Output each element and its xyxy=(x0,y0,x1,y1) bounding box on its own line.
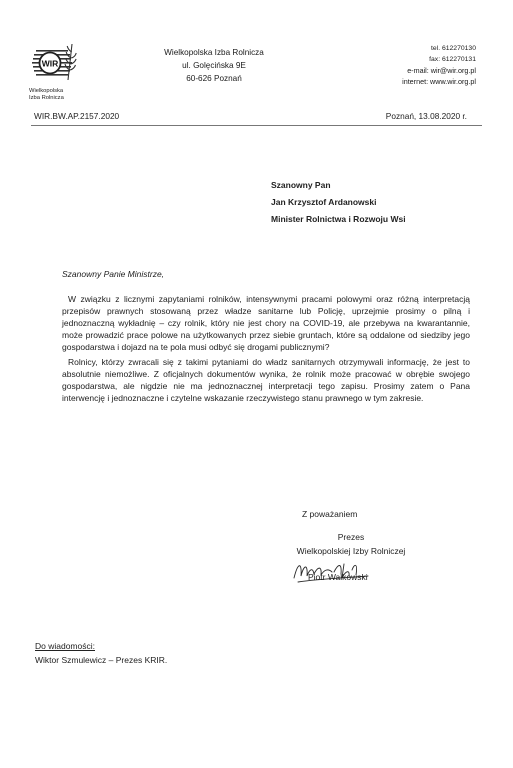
signatory-role: Prezes xyxy=(337,532,365,542)
recipient-title: Minister Rolnictwa i Rozwoju Wsi xyxy=(271,214,406,224)
recipient-greeting: Szanowny Pan xyxy=(271,180,331,190)
cc-heading: Do wiadomości: xyxy=(35,641,95,651)
body-paragraph-2: Rolnicy, którzy zwracali się z takimi pytaniami do władz sanitarnych otrzymywali informację, że jest to absolutnie niemożliwe. Z oficjalnych dokumentów wynika, że rolnik może pracować w obrębie swojego gospodarstwa, ale nigdzie nie ma jednoznacznej interpretacji tego zapisu. Prosimy zatem o Pana interwencję i jednoznaczne i czytelne wskazanie rzeczywistego stanu prawnego w tym zakresie. xyxy=(62,357,470,403)
signatory-title xyxy=(280,530,422,558)
logo-caption-2: Izba Rolnicza xyxy=(29,94,64,101)
contact-email: e-mail: wir@wir.org.pl xyxy=(407,66,476,75)
body-paragraph-1: W związku z licznymi zapytaniami rolników, intensywnymi pracami polowymi oraz różną interpretacją przepisów prawnych stosowaną przez władze sanitarne lub Policję, uprzejmie prosimy o pilną i jednoznaczną wykładnię – czy rolnik, który nie jest chory na COVID-19, ale przebywa na kwarantannie, może prowadzić prace polowe na użytkowanych przez siebie gruntach, które są oddalone od siedziby jego gospodarstwa i dojazd na te pola musi odbyć się drogami publicznymi? xyxy=(62,294,470,352)
header-divider xyxy=(31,125,482,126)
wir-logo xyxy=(30,40,80,88)
sender-name: Wielkopolska Izba Rolnicza xyxy=(164,48,264,57)
salutation: Szanowny Panie Ministrze, xyxy=(62,269,165,279)
signatory-name: Piotr Walkowski xyxy=(308,572,368,582)
logo-caption-1: Wielkopolska xyxy=(29,88,64,94)
contact-internet: internet: www.wir.org.pl xyxy=(402,77,476,86)
place-date: Poznań, 13.08.2020 r. xyxy=(385,111,467,121)
closing: Z poważaniem xyxy=(302,509,358,519)
reference-number: WIR.BW.AP.2157.2020 xyxy=(34,111,120,121)
recipient-block xyxy=(271,177,406,228)
logo-mark: WIR xyxy=(41,58,59,69)
contact-tel: tel. 612270130 xyxy=(431,45,476,52)
signatory-organization: Wielkopolskiej Izby Rolniczej xyxy=(296,546,406,556)
sender-city: 60-626 Poznań xyxy=(186,74,242,83)
recipient-name: Jan Krzysztof Ardanowski xyxy=(271,197,377,207)
cc-item: Wiktor Szmulewicz – Prezes KRIR. xyxy=(35,655,168,665)
contact-fax: fax: 612270131 xyxy=(429,56,476,63)
sender-street: ul. Golęcińska 9E xyxy=(182,61,246,70)
